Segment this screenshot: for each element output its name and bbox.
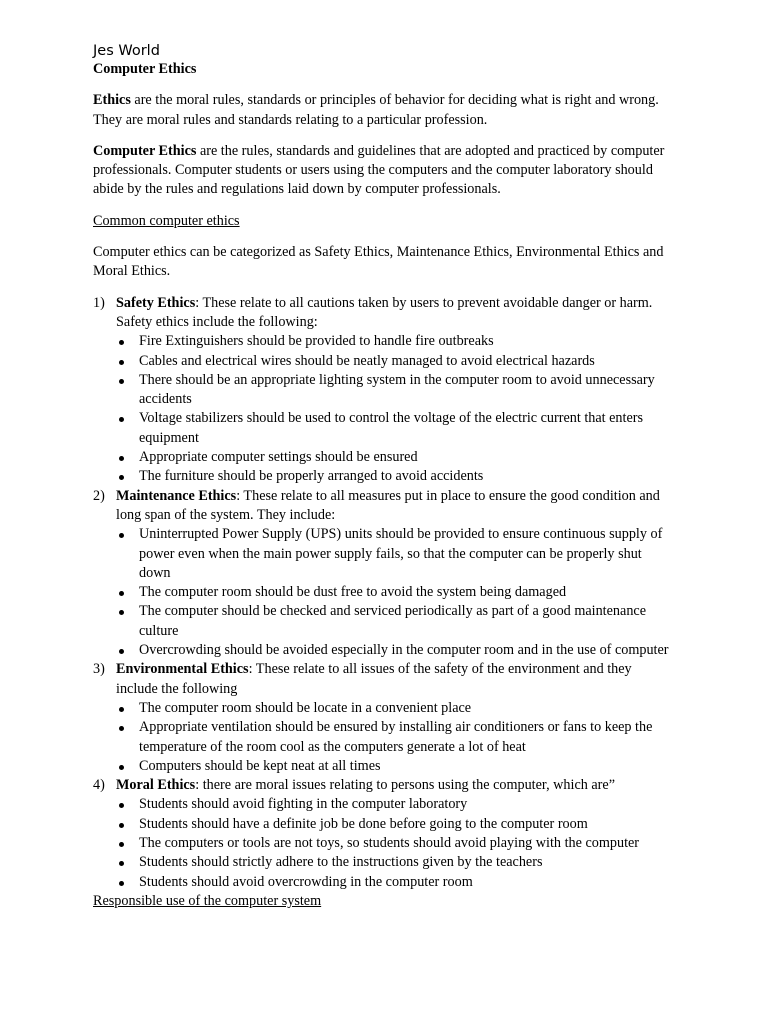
section-heading (93, 776, 673, 795)
document-page (93, 42, 673, 911)
ethics-section (93, 294, 673, 487)
list-item: Voltage stabilizers should be used to control the voltage of the electric current that enters equipment (116, 409, 673, 448)
section-bullet-list (116, 699, 673, 776)
list-item: Uninterrupted Power Supply (UPS) units should be provided to ensure continuous supply of power even when the main power supply fails, so that the computer can be properly shut down (116, 525, 673, 583)
section-term: Environmental Ethics (116, 661, 249, 678)
ethics-section (93, 660, 673, 776)
computer-ethics-definition-text: are the rules, standards and guidelines that are adopted and practiced by computer professionals. Computer students or users using the computers and the computer laboratory should abide by the rules and regulations laid down by computer professionals. (93, 142, 665, 198)
section-description: : These relate to all issues of the safety of the environment and they include the following (116, 661, 632, 697)
list-item: Computers should be kept neat at all times (116, 757, 673, 776)
brand-name: Jes World (93, 43, 160, 59)
section-term: Maintenance Ethics (116, 487, 237, 504)
list-item: Appropriate ventilation should be ensured by installing air conditioners or fans to keep the temperature of the room cool as the computers generate a lot of heat (116, 718, 673, 757)
list-item: The computers or tools are not toys, so students should avoid playing with the computer (116, 834, 673, 853)
section-bullet-list (116, 525, 673, 660)
list-item: The computer room should be dust free to avoid the system being damaged (116, 583, 673, 602)
list-item: There should be an appropriate lighting system in the computer room to avoid unnecessary accidents (116, 371, 673, 410)
ethics-definition (93, 91, 673, 130)
section-heading (93, 660, 673, 699)
section-number: 3) (93, 661, 105, 678)
common-ethics-text: Computer ethics can be categorized as Safety Ethics, Maintenance Ethics, Environmental Ethics and Moral Ethics. (93, 244, 664, 280)
section-term: Safety Ethics (116, 294, 196, 311)
section-number: 1) (93, 294, 105, 311)
common-ethics-heading: Common computer ethics (93, 212, 240, 229)
ethics-term: Ethics (93, 92, 131, 109)
list-item: Cables and electrical wires should be neatly managed to avoid electrical hazards (116, 352, 673, 371)
section-description: : These relate to all measures put in place to ensure the good condition and long span of the system. They include: (116, 487, 660, 523)
list-item: The computer room should be locate in a convenient place (116, 699, 673, 718)
section-term: Moral Ethics (116, 777, 196, 794)
section-number: 2) (93, 487, 105, 504)
section-description: : These relate to all cautions taken by users to prevent avoidable danger or harm. Safety ethics include the following: (116, 294, 653, 330)
document-title: Computer Ethics (93, 61, 197, 77)
list-item: Students should avoid fighting in the computer laboratory (116, 795, 673, 814)
section-number: 4) (93, 777, 105, 794)
section-heading (93, 487, 673, 526)
list-item: Appropriate computer settings should be ensured (116, 448, 673, 467)
computer-ethics-term: Computer Ethics (93, 142, 197, 159)
ethics-sections (93, 294, 673, 892)
section-heading (93, 294, 673, 333)
section-description: : there are moral issues relating to persons using the computer, which are” (195, 777, 616, 794)
list-item: Students should strictly adhere to the instructions given by the teachers (116, 853, 673, 872)
section-bullet-list (116, 795, 673, 891)
section-bullet-list (116, 332, 673, 486)
ethics-section (93, 776, 673, 892)
list-item: Overcrowding should be avoided especially in the computer room and in the use of computer (116, 641, 673, 660)
list-item: Fire Extinguishers should be provided to handle fire outbreaks (116, 332, 673, 351)
computer-ethics-definition (93, 142, 673, 200)
ethics-definition-text: are the moral rules, standards or principles of behavior for deciding what is right and wrong. They are moral rules and standards relating to a particular profession. (93, 92, 659, 128)
list-item: The furniture should be properly arranged to avoid accidents (116, 467, 673, 486)
list-item: The computer should be checked and serviced periodically as part of a good maintenance culture (116, 602, 673, 641)
list-item: Students should avoid overcrowding in the computer room (116, 873, 673, 892)
list-item: Students should have a definite job be done before going to the computer room (116, 815, 673, 834)
ethics-section (93, 487, 673, 661)
responsible-use-heading: Responsible use of the computer system (93, 892, 322, 909)
